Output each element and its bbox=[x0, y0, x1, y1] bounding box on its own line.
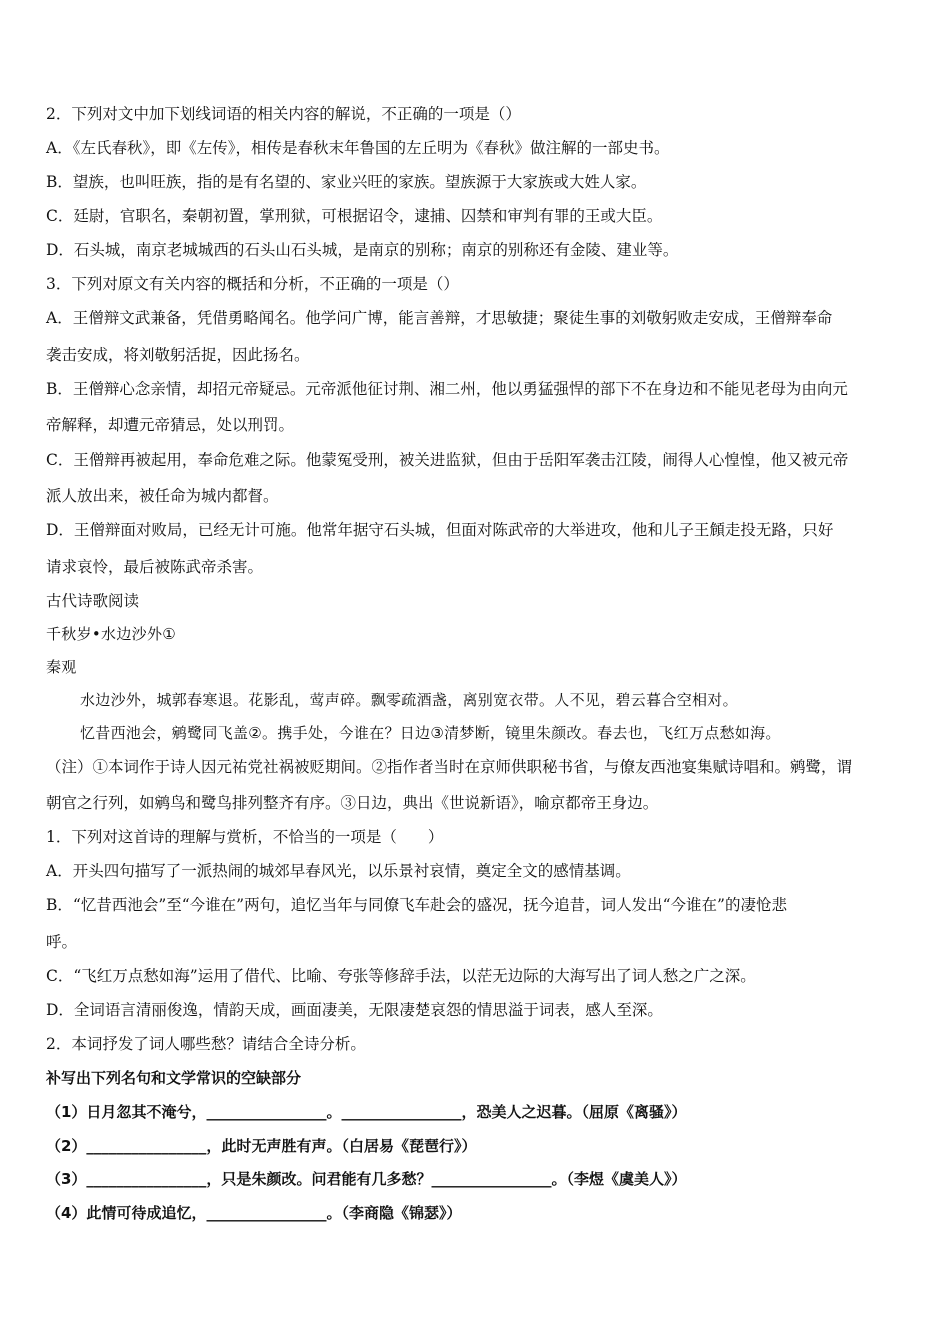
q3-option-a-line1: A．王僧辩文武兼备，凭借勇略闻名。他学问广博，能言善辩，才思敏捷；聚徒生事的刘敬躬败走安成，王僧辩奉命 bbox=[46, 309, 833, 327]
q3-option-b-line1: B．王僧辩心念亲情，却招元帝疑忌。元帝派他征讨荆、湘二州，他以勇猛强悍的部下不在身边和不能见老母为由向元 bbox=[46, 380, 848, 398]
poem-line-2: 忆昔西池会，鹓鹭同飞盖②。携手处，今谁在？日边③清梦断，镜里朱颜改。春去也，飞红万点愁如海。 bbox=[80, 724, 781, 742]
q2-option-b: B．望族，也叫旺族，指的是有名望的、家业兴旺的家族。望族源于大家族或大姓人家。 bbox=[46, 173, 647, 191]
fill-item-2: （2）________________，此时无声胜有声。（白居易《琵琶行》） bbox=[46, 1137, 477, 1155]
poem-q1-option-c: C．“飞红万点愁如海”运用了借代、比喻、夸张等修辞手法，以茫无边际的大海写出了词人愁之广之深。 bbox=[46, 967, 756, 985]
poem-title: 千秋岁•水边沙外① bbox=[46, 625, 176, 643]
poem-note-line2: 朝官之行列，如鹓鸟和鹭鸟排列整齐有序。③日边，典出《世说新语》，喻京都帝王身边。 bbox=[46, 794, 659, 812]
q2-stem: 2．下列对文中加下划线词语的相关内容的解说，不正确的一项是（） bbox=[46, 105, 521, 123]
poem-q1-stem: 1．下列对这首诗的理解与赏析，不恰当的一项是（ ） bbox=[46, 828, 444, 846]
q3-option-d-line2: 请求哀怜，最后被陈武帝杀害。 bbox=[46, 558, 264, 576]
q2-option-d: D．石头城，南京老城城西的石头山石头城，是南京的别称；南京的别称还有金陵、建业等。 bbox=[46, 241, 679, 259]
poem-author: 秦观 bbox=[46, 658, 77, 676]
q2-option-a: A．《左氏春秋》，即《左传》，相传是春秋末年鲁国的左丘明为《春秋》做注解的一部史书。 bbox=[46, 139, 670, 157]
q3-option-c-line1: C．王僧辩再被起用，奉命危难之际。他蒙冤受刑，被关进监狱，但由于岳阳军袭击江陵，闹得人心惶惶，他又被元帝 bbox=[46, 451, 849, 469]
q3-stem: 3．下列对原文有关内容的概括和分析，不正确的一项是（） bbox=[46, 275, 459, 293]
fill-item-4: （4）此情可待成追忆，________________。（李商隐《锦瑟》） bbox=[46, 1204, 462, 1222]
poem-q1-option-b-line2: 呼。 bbox=[46, 933, 78, 951]
fill-section-title: 补写出下列名句和文学常识的空缺部分 bbox=[46, 1069, 302, 1087]
q2-option-c: C．廷尉，官职名，秦朝初置，掌刑狱，可根据诏令，逮捕、囚禁和审判有罪的王或大臣。 bbox=[46, 207, 663, 225]
poem-q1-option-a: A．开头四句描写了一派热闹的城郊早春风光，以乐景衬哀情，奠定全文的感情基调。 bbox=[46, 862, 631, 880]
q3-option-c-line2: 派人放出来，被任命为城内都督。 bbox=[46, 487, 279, 505]
fill-item-3: （3）________________，只是朱颜改。问君能有几多愁？________________。（李煜《虞美人》） bbox=[46, 1170, 687, 1188]
poem-note-line1: （注）①本词作于诗人因元祐党社祸被贬期间。②指作者当时在京师供职秘书省，与僚友西池宴集赋诗唱和。鹓鹭，谓 bbox=[46, 758, 853, 776]
q3-option-d-line1: D．王僧辩面对败局，已经无计可施。他常年据守石头城，但面对陈武帝的大举进攻，他和儿子王頠走投无路，只好 bbox=[46, 521, 834, 539]
fill-item-1: （1）日月忽其不淹兮，________________。________________，恐美人之迟暮。（屈原《离骚》） bbox=[46, 1103, 687, 1121]
poetry-section-title: 古代诗歌阅读 bbox=[46, 592, 140, 610]
poem-q1-option-b-line1: B．“忆昔西池会”至“今谁在”两句，追忆当年与同僚飞车赴会的盛况，抚今追昔，词人发出“今谁在”的凄怆悲 bbox=[46, 896, 787, 914]
poem-q2-stem: 2．本词抒发了词人哪些愁？请结合全诗分析。 bbox=[46, 1035, 366, 1053]
q3-option-b-line2: 帝解释，却遭元帝猜忌，处以刑罚。 bbox=[46, 416, 295, 434]
q3-option-a-line2: 袭击安成，将刘敬躬活捉，因此扬名。 bbox=[46, 346, 310, 364]
poem-q1-option-d: D．全词语言清丽俊逸，情韵天成，画面凄美，无限凄楚哀怨的情思溢于词表，感人至深。 bbox=[46, 1001, 663, 1019]
poem-line-1: 水边沙外，城郭春寒退。花影乱，莺声碎。飘零疏酒盏，离别宽衣带。人不见，碧云暮合空相对。 bbox=[80, 691, 738, 709]
